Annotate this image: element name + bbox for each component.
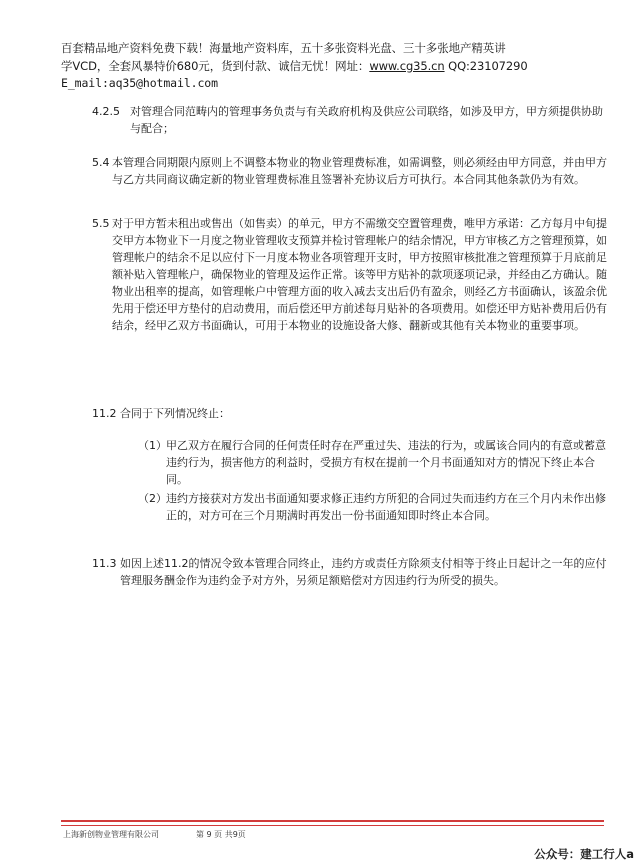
- clause-text: 合同于下列情况终止：: [120, 407, 230, 420]
- footer-company: 上海新创物业管理有限公司: [63, 830, 159, 839]
- clause-text: 如因上述11.2的情况令致本管理合同终止，违约方或责任方除须支付相等于终止日起计之一年的应付管理服务酬金作为违约金予对方外，另须足额赔偿对方因违约行为所受的损失。: [120, 557, 607, 587]
- ad-line-2: [61, 58, 601, 76]
- clause-11-3: [92, 555, 607, 589]
- clause-text: 对于甲方暂未租出或售出（如售卖）的单元，甲方不需缴交空置管理费，唯甲方承诺：乙方每月中旬提交甲方本物业下一月度之物业管理收支预算并检讨管理帐户的结余情况，甲方审核乙方之管理预算，如管理帐户的结余不足以应付下一月度本物业各项管理开支时，甲方按照审核批准之管理预算于月底前足额补贴入管理帐户，确保物业的管理及运作正常。该等甲方贴补的款项逐项记录，并经由乙方确认。随物业出租率的提高，如管理帐户中管理方面的收入减去支出后仍有盈余，则经乙方书面确认，该盈余优先用于偿还甲方垫付的启动费用，而后偿还甲方前述每月贴补的各项费用。如偿还甲方贴补费用后仍有结余，经甲乙双方书面确认，可用于本物业的设施设备大修、翻新或其他有关本物业的重要事项。: [112, 217, 607, 332]
- clause-11-2: [92, 405, 607, 422]
- ad-line-2-text: 学VCD，全套风暴特价680元，货到付款、诚信无忧！网址：: [61, 58, 370, 73]
- item-text: 甲乙双方在履行合同的任何责任时存在严重过失、违法的行为，或属该合同内的有意或蓄意违约行为，损害他方的利益时，受损方有权在提前一个月书面通知对方的情况下终止本合同。: [166, 439, 606, 486]
- clause-text: 本管理合同期限内原则上不调整本物业的物业管理费标准，如需调整，则必须经由甲方同意，并由甲方与乙方共同商议确定新的物业管理费标准且签署补充协议后方可执行。本合同其他条款仍为有效。: [112, 156, 607, 186]
- footer-page-number: 第 9 页 共9页: [196, 830, 246, 839]
- footer-divider-thin: [61, 825, 604, 826]
- clause-5-5: [92, 215, 607, 334]
- footer-divider-thick: [61, 820, 604, 822]
- item-number: （2）: [138, 492, 167, 505]
- advertisement-header: [61, 40, 601, 93]
- watermark: 公众号：建工行人a: [534, 847, 634, 861]
- clause-11-2-item-1: [92, 437, 607, 488]
- ad-line-1: 百套精品地产资料免费下载！海量地产资料库，五十多张资料光盘、三十多张地产精英讲: [61, 41, 506, 55]
- clause-text: 对管理合同范畴内的管理事务负责与有关政府机构及供应公司联络，如涉及甲方，甲方须提供协助与配合；: [130, 105, 603, 135]
- clause-4-2-5: [92, 103, 607, 137]
- clause-5-4: [92, 154, 607, 188]
- clause-11-2-item-2: [92, 490, 607, 524]
- website-link[interactable]: www.cg35.cn: [369, 58, 445, 73]
- item-text: 违约方接获对方发出书面通知要求修正违约方所犯的合同过失而违约方在三个月内未作出修正的，对方可在三个月期满时再发出一份书面通知即时终止本合同。: [166, 492, 606, 522]
- clause-number: 11.2: [92, 407, 117, 420]
- clause-number: 11.3: [92, 557, 117, 570]
- item-number: （1）: [138, 439, 167, 452]
- clause-number: 5.4: [92, 156, 110, 169]
- email-line: E_mail:aq35@hotmail.com: [61, 76, 218, 90]
- clause-number: 5.5: [92, 217, 110, 230]
- qq-number: QQ:23107290: [444, 58, 528, 73]
- clause-number: 4.2.5: [92, 105, 120, 118]
